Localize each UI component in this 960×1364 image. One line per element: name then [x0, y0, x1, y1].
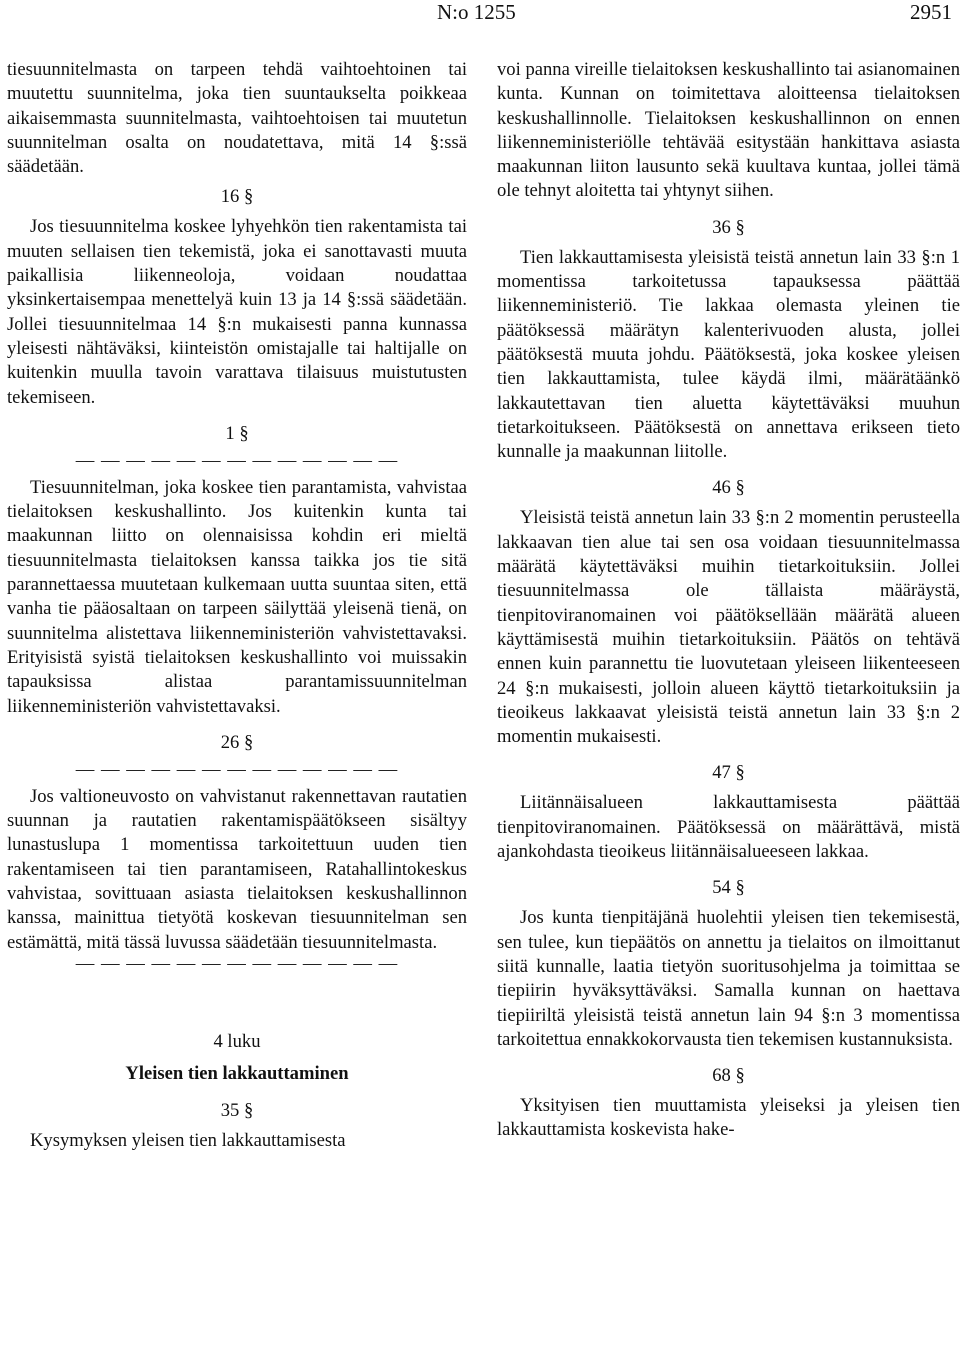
paragraph-35-continued: voi panna vireille tielaitoksen keskushallinto tai asianomainen kunta. Kunnan on toimitettava aloitteensa tielaitoksen keskushallinnolle. Tielaitoksen keskushallinnon on ennen liikenneministeriölle tehtävää esitystään hankittava asiasta maakunnan liiton lausunto sekä kuultava kuntaa, jollei tämä ole tehnyt aloitetta tai yhtynyt siihen.: [497, 59, 960, 202]
left-column: [7, 58, 467, 1153]
section-46-heading: 46 §: [712, 477, 745, 499]
section-68-heading: 68 §: [712, 1065, 745, 1087]
omission-dashes: — — — — — — — — — — — — —: [75, 954, 399, 973]
paragraph-intro: tiesuunnitelmasta on tarpeen tehdä vaihtoehtoinen tai muutettu suunnitelma, joka tien suuntaukselta poikkeaa aikaisemmasta suunnitelmasta, vaihtoehtoisen tai muutetun suunnitelman osalta on noudatettava, mitä 14 §:ssä säädetään.: [7, 59, 467, 178]
chapter-number: 4 luku: [213, 1030, 261, 1052]
paragraph-54: Jos kunta tienpitäjänä huolehtii yleisen tien tekemisestä, sen tulee, kun tiepäätös on annettu ja tielaitos on ilmoittanut siitä kunnalle, laatia tietyön suoritusohjelma ja toimittaa se tiepiirin hyväksyttäväksi. Samalla kunnan on haettava tiepiiriltä yleisistä teistä annetun lain 94 §:n 3 momentissa tarkoitettua ennakkokorvausta tien tekemisen kustannuksista.: [497, 907, 960, 1050]
paragraph-36: Tien lakkauttamisesta yleisistä teistä annetun lain 33 §:n 1 momentissa tarkoitetussa tapauksessa päättää liikenneministeriö. Tie lakkaa olemasta yleinen tie päätöksessä määrätyn kalenterivuoden alusta, jollei päätöksestä muuta johdu. Päätöksestä, joka koskee yleisen tien lakkauttamista, tulee käydä ilmi, määrätäänkö lakkautettavan tien aluetta käytettäväksi muuhun tietarkoitukseen. Päätöksestä on annettava erikseen tieto kunnalle ja maakunnan liitolle.: [497, 246, 960, 463]
page-number: 2951: [910, 0, 952, 24]
paragraph-47: Liitännäisalueen lakkauttamisesta päättää tienpitoviranomainen. Päätöksessä on määrättävä, mistä ajankohdasta tieoikeus liitännäisalueeseen lakkaa.: [497, 792, 960, 863]
paragraph-1: Tiesuunnitelman, joka koskee tien parantamista, vahvistaa tielaitoksen keskushallinto. Jos kuitenkin kunta tai maakunnan liitto on olennaisissa kohdin eri mieltä tiesuunnitelmasta tielaitoksen kanssa taikka jos tie sitä parannettaessa muutetaan kulkemaan uutta suuntaa siten, että vanha tie pääosaltaan on tarpeen säilyttää yleisenä tienä, on suunnitelma alistettava liikenneministeriön vahvistettavaksi. Erityisistä syistä tielaitoksen keskushallinto voi muissakin tapauksissa alistaa parantamissuunnitelman liikenneministeriön vahvistettavaksi.: [7, 476, 467, 717]
paragraph-35: Kysymyksen yleisen tien lakkauttamisesta: [30, 1129, 346, 1151]
chapter-title: Yleisen tien lakkauttaminen: [125, 1062, 349, 1084]
paragraph-26: Jos valtioneuvosto on vahvistanut rakennettavan rautatien suunnan ja rautatien rakentamispäätökseen sisältyy lunastuslupa 1 momentissa tarkoitettuun uuden tien rakentamiseen tai tien parantamiseen, Ratahallintokeskus vahvistaa, sovittuaan asiasta tielaitoksen keskushallinnon kanssa, mainittua tietyötä koskevan tiesuunnitelman sen estämättä, mitä tässä luvussa säädetään tiesuunnitelmasta.: [7, 785, 467, 953]
section-1-heading: 1 §: [225, 422, 249, 444]
section-36-heading: 36 §: [712, 216, 745, 238]
section-16-heading: 16 §: [220, 186, 254, 208]
paragraph-68: Yksityisen tien muuttamista yleiseksi ja yleisen tien lakkauttamista koskevista hake-: [497, 1095, 960, 1141]
section-47-heading: 47 §: [712, 762, 745, 784]
omission-dashes: — — — — — — — — — — — — —: [75, 451, 399, 470]
omission-dashes: — — — — — — — — — — — — —: [75, 760, 399, 779]
paragraph-46: Yleisistä teistä annetun lain 33 §:n 2 momentin perusteella lakkaavan tien alue tai sen osa voidaan tiesuunnitelmassa määrätä käytettäväksi muihin tietarkoituksiin. Jollei tiesuunnitelmassa ole tällaista määräystä, tienpitoviranomainen voi päätöksellään määrätä alueen käyttämisestä muihin tietarkoituksiin. Päätös on tehtävä ennen kuin parannettu tie luovutetaan yleiseen liikenteeseen 24 §:n mukaisesti, jolloin alueen käyttö tietarkoituksiin ja tieoikeus lakkaavat yleisistä teistä annetun lain 33 §:n 2 momentin mukaisesti.: [497, 507, 960, 748]
section-54-heading: 54 §: [712, 877, 745, 899]
section-35-heading: 35 §: [220, 1099, 254, 1121]
right-column: [497, 58, 960, 1143]
paragraph-16: Jos tiesuunnitelma koskee lyhyehkön tien rakentamista tai muuten sellaisen tien tekemistä, joka ei sanottavasti muuta paikallisia liikenneoloja, voidaan noudattaa yksinkertaisempaa menettelyä kuin 13 ja 14 §:ssä säädetään. Jollei tiesuunnitelmaa 14 §:n mukaisesti panna kunnassa yleisesti nähtäväksi, kiinteistön omistajalle tai haltijalle on kuitenkin muulla tavoin varattava tilaisuus muistutusten tekemiseen.: [7, 216, 467, 408]
law-number: N:o 1255: [437, 0, 516, 24]
page-header: [0, 0, 960, 30]
section-26-heading: 26 §: [220, 731, 254, 753]
